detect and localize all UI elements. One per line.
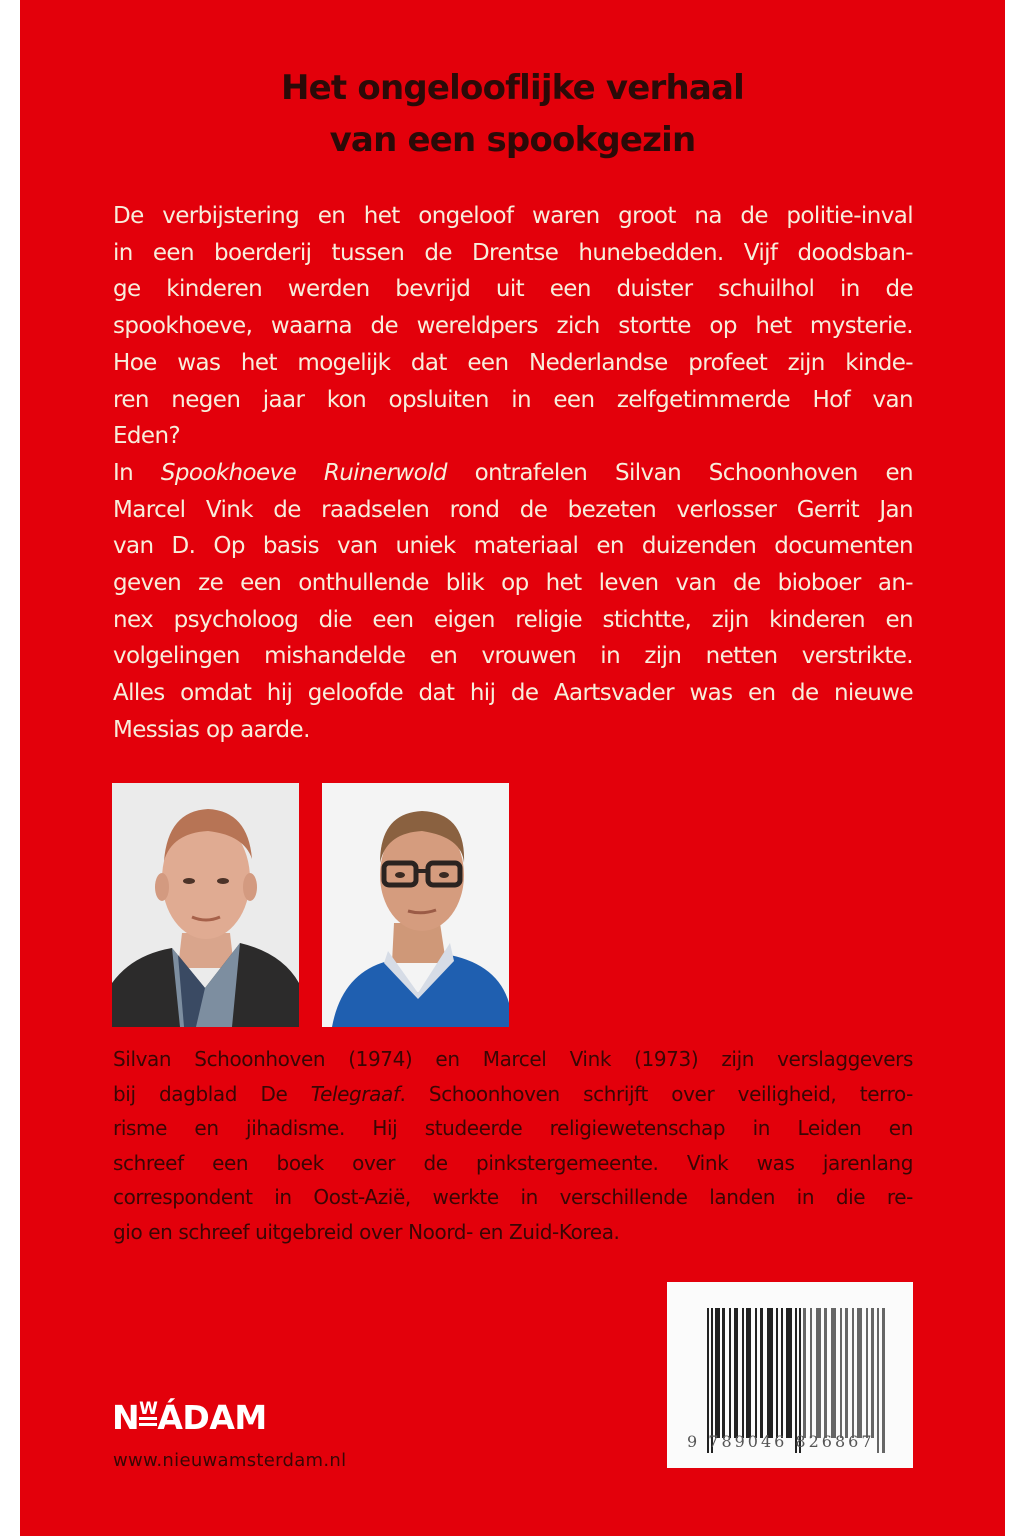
author-bio: [113, 1042, 913, 1250]
author-photo-schoonhoven: [112, 783, 299, 1027]
blurb-line: Messias op aarde.: [113, 716, 310, 743]
blurb-line: Eden?: [113, 423, 181, 450]
blurb-line: Marcel Vink de raadselen rond de bezeten verlosser Gerrit Jan: [113, 496, 913, 523]
bio-line-newspaper: bij dagblad De Telegraaf. Schoonhoven schrijft over veiligheid, terro-: [113, 1081, 913, 1106]
newspaper-name-italic: Telegraaf: [310, 1081, 400, 1106]
blurb-line: Hoe was het mogelijk dat een Nederlandse profeet zijn kinde-: [113, 349, 913, 376]
bio-line: correspondent in Oost-Azië, werkte in verschillende landen in die re-: [113, 1185, 913, 1210]
blurb-line: Alles omdat hij geloofde dat hij de Aartsvader was en de nieuwe: [113, 680, 913, 707]
bio-line: gio en schreef uitgebreid over Noord- en Zuid-Korea.: [113, 1219, 620, 1244]
blurb-line: van D. Op basis van uniek materiaal en duizenden documenten: [113, 533, 913, 560]
blurb-line-book-title: In Spookhoeve Ruinerwold ontrafelen Silvan Schoonhoven en: [113, 459, 913, 486]
book-title-italic: Ruinerwold: [323, 459, 447, 486]
bio-line: risme en jihadisme. Hij studeerde religiewetenschap in Leiden en: [113, 1116, 913, 1141]
blurb-line: ren negen jaar kon opsluiten in een zelfgetimmerde Hof van: [113, 386, 913, 413]
headline-line-2: van een spookgezin: [329, 120, 696, 160]
blurb-line: spookhoeve, waarna de wereldpers zich stortte op het mysterie.: [113, 313, 913, 340]
isbn-barcode: [667, 1282, 913, 1468]
author-photo-vink: [322, 783, 509, 1027]
publisher-url[interactable]: www.nieuwamsterdam.nl: [113, 1450, 347, 1471]
portrait-illustration: [322, 783, 509, 1027]
blurb-line: nex psycholoog die een eigen religie stichtte, zijn kinderen en: [113, 606, 913, 633]
book-title-italic: Spookhoeve: [160, 459, 297, 486]
blurb-line: in een boerderij tussen de Drentse hunebedden. Vijf doodsban-: [113, 239, 913, 266]
publisher-logo: NWÁDAM: [112, 1398, 267, 1437]
blurb-line: ge kinderen werden bevrijd uit een duister schuilhol in de: [113, 276, 913, 303]
headline-line-1: Het ongelooflijke verhaal: [280, 68, 745, 108]
blurb-line: De verbijstering en het ongeloof waren groot na de politie-inval: [113, 203, 913, 229]
portrait-illustration: [112, 783, 299, 1027]
blurb-text: [113, 198, 913, 749]
cover-headline: [20, 62, 1005, 166]
blurb-line: geven ze een onthullende blik op het leven van de bioboer an-: [113, 570, 913, 597]
isbn-number: 9 789046 826867: [687, 1432, 875, 1451]
bio-line: schreef een boek over de pinkstergemeente. Vink was jarenlang: [113, 1150, 913, 1175]
logo-w-mark: W: [139, 1400, 157, 1432]
bio-line: Silvan Schoonhoven (1974) en Marcel Vink (1973) zijn verslaggevers: [113, 1047, 913, 1071]
blurb-line: volgelingen mishandelde en vrouwen in zijn netten verstrikte.: [113, 643, 913, 670]
